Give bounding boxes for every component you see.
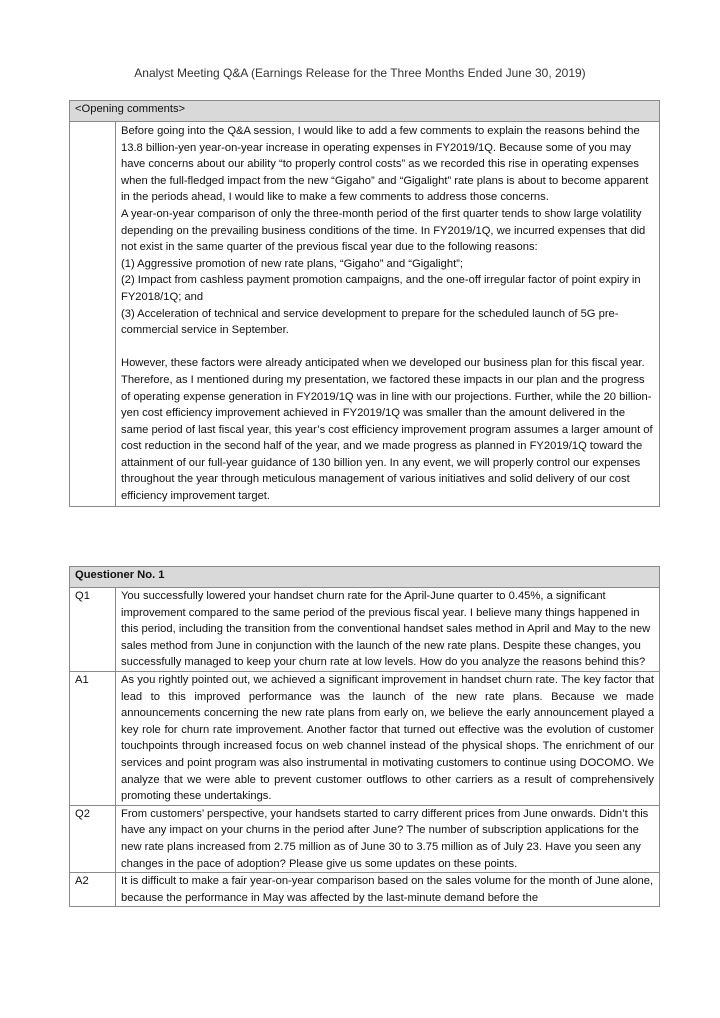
- questioner-table: [69, 566, 660, 907]
- questioner-heading: Questioner No. 1: [70, 567, 660, 588]
- paragraph-spacer: [121, 339, 654, 356]
- opening-comments-heading: <Opening comments>: [70, 101, 660, 122]
- opening-label-cell: [70, 122, 116, 507]
- qa-row: [70, 873, 660, 907]
- opening-comments-body: [116, 122, 660, 507]
- qa-text: From customers’ perspective, your handsets started to carry different prices from June onwards. Didn’t this have any impact on your churns in the period after June? The number of subscription applications for the new rate plans increased from 2.75 million as of June 30 to 3.75 million as of July 23. Have you seen any changes in the pace of adoption? Please give us some updates on these points.: [116, 805, 660, 872]
- qa-text: It is difficult to make a fair year-on-year comparison based on the sales volume for the month of June alone, because the performance in May was affected by the last-minute demand before the: [116, 873, 660, 907]
- page-title: Analyst Meeting Q&A (Earnings Release for the Three Months Ended June 30, 2019): [134, 66, 586, 80]
- opening-paragraph: However, these factors were already anticipated when we developed our business plan for this fiscal year. Therefore, as I mentioned during my presentation, we factored these impacts in our plan and the progress of operating expense generation in FY2019/1Q was in line with our projections. Further, while the 20 billion-yen cost efficiency improvement achieved in FY2019/1Q was smaller than the amount delivered in the same period of last fiscal year, this year’s cost efficiency improvement program assumes a larger amount of cost reduction in the second half of the year, and we made progress as planned in FY2019/1Q toward the attainment of our full-year guidance of 130 billion yen. In any event, we will properly control our expenses throughout the year through meticulous management of various initiatives and solid delivery of our cost efficiency improvement target.: [121, 357, 653, 503]
- opening-paragraph: Before going into the Q&A session, I would like to add a few comments to explain the reasons behind the 13.8 billion-yen year-on-year increase in operating expenses in FY2019/1Q. Because some of you may have concerns about our ability “to properly control costs” as we recorded this rise in operating expenses when the full-fledged impact from the new “Gigaho” and “Gigalight” rate plans is about to become apparent in the periods ahead, I would like to make a few comments to address those concerns.: [121, 125, 649, 204]
- qa-text: As you rightly pointed out, we achieved a significant improvement in handset churn rate. The key factor that lead to this improved performance was the launch of the new rate plans. Because we made announcements concerning the new rate plans from early on, we believe the early announcement played a key role for churn rate improvement. Another factor that turned out effective was the evolution of customer touchpoints through increased focus on web channel instead of the physical shops. The enrichment of our services and point program was also instrumental in motivating customers to continue using DOCOMO. We analyze that we were able to prevent customer outflows to other carriers as a result of comprehensively promoting these undertakings.: [116, 671, 660, 805]
- qa-label: A1: [70, 671, 116, 805]
- qa-row: [70, 671, 660, 805]
- qa-row: [70, 588, 660, 672]
- qa-label: Q1: [70, 588, 116, 672]
- qa-text: You successfully lowered your handset churn rate for the April-June quarter to 0.45%, a significant improvement compared to the same period of the previous fiscal year. I believe many things happened in this period, including the transition from the conventional handset sales method in April and May to the new sales method from June in conjunction with the launch of the new rate plans. Despite these changes, you successfully managed to keep your churn rate at low levels. How do you analyze the reasons behind this?: [116, 588, 660, 672]
- qa-label: Q2: [70, 805, 116, 872]
- opening-comments-table: [69, 100, 660, 507]
- qa-row: [70, 805, 660, 872]
- qa-label: A2: [70, 873, 116, 907]
- opening-reason-item: (3) Acceleration of technical and service development to prepare for the scheduled launch of 5G pre-commercial service in September.: [121, 307, 619, 337]
- opening-paragraph: A year-on-year comparison of only the three-month period of the first quarter tends to show large volatility depending on the prevailing business conditions of the time. In FY2019/1Q, we incurred expenses that did not exist in the same quarter of the previous fiscal year due to the following reasons:: [121, 207, 646, 254]
- opening-reason-item: (1) Aggressive promotion of new rate plans, “Gigaho” and “Gigalight”;: [121, 257, 464, 270]
- opening-reason-item: (2) Impact from cashless payment promotion campaigns, and the one-off irregular factor of point expiry in FY2018/1Q; and: [121, 274, 641, 303]
